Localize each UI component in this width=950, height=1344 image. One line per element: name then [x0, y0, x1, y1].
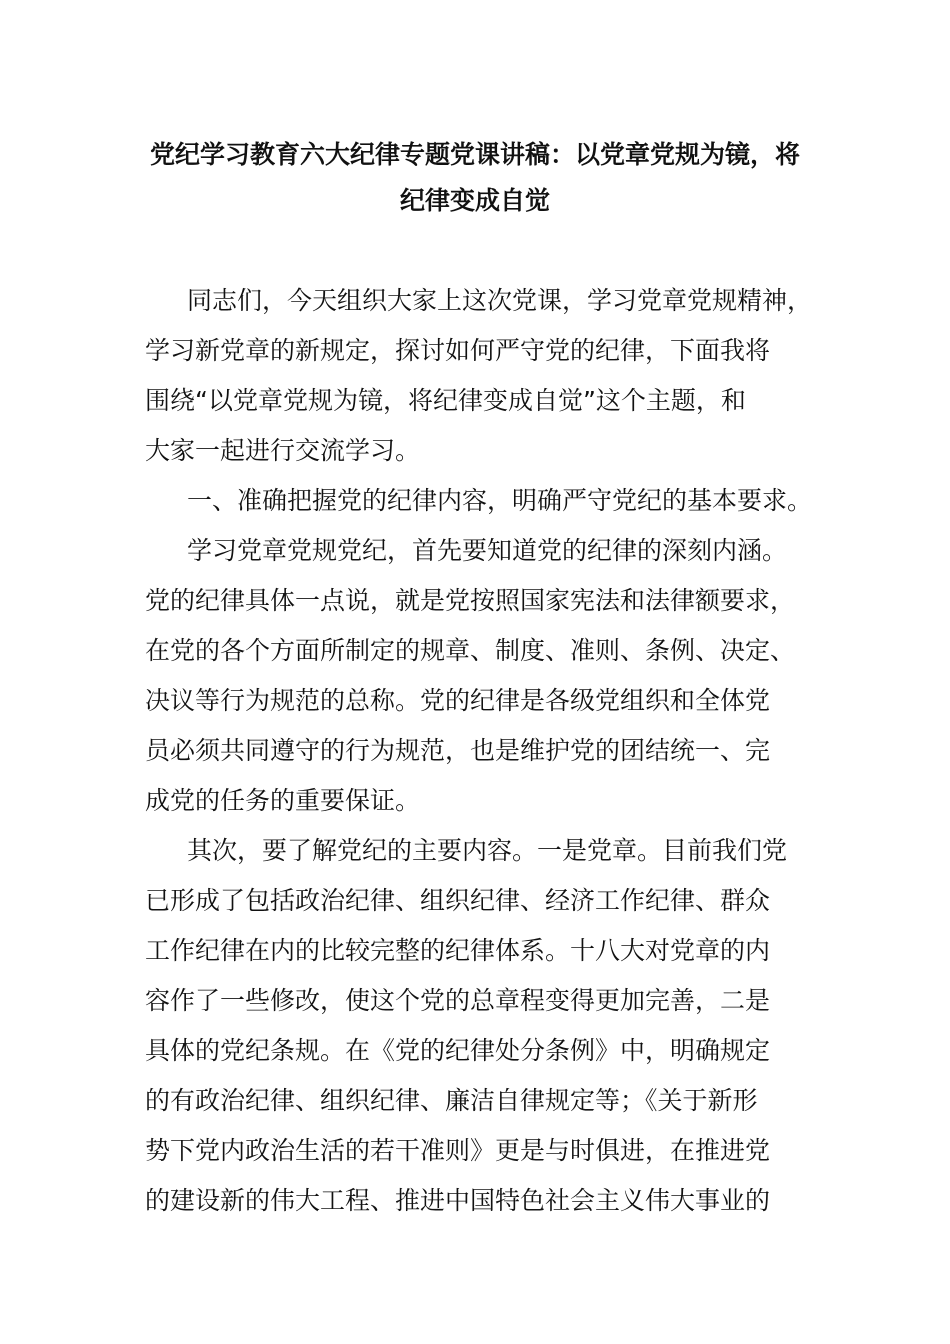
text-line: 决议等行为规范的总称。党的纪律是各级党组织和全体党: [145, 686, 771, 715]
document-body: [145, 276, 845, 1226]
text-line: 势下党内政治生活的若干准则》更是与时俱进，在推进党: [145, 1136, 771, 1165]
text-line: 大家一起进行交流学习。: [145, 436, 421, 465]
title-line-2: 纪律变成自觉: [399, 186, 550, 215]
text-line: 学习新党章的新规定，探讨如何严守党的纪律，下面我将: [145, 336, 771, 365]
text-line: 围绕“以党章党规为镜，将纪律变成自觉”这个主题，和: [145, 386, 746, 415]
text-line: 同志们，今天组织大家上这次党课，学习党章党规精神，: [187, 286, 813, 315]
text-line: 成党的任务的重要保证。: [145, 786, 421, 815]
text-line: 其次，要了解党纪的主要内容。一是党章。目前我们党: [187, 836, 788, 865]
text-line: 员必须共同遵守的行为规范，也是维护党的团结统一、完: [145, 736, 771, 765]
title-line-1: 党纪学习教育六大纪律专题党课讲稿：以党章党规为镜，将: [149, 140, 800, 169]
text-line: 一、准确把握党的纪律内容，明确严守党纪的基本要求。: [187, 486, 813, 515]
text-line: 具体的党纪条规。在《党的纪律处分条例》中，明确规定: [145, 1036, 771, 1065]
text-line: 容作了一些修改，使这个党的总章程变得更加完善，二是: [145, 986, 771, 1015]
text-line: 的建设新的伟大工程、推进中国特色社会主义伟大事业的: [145, 1186, 771, 1215]
text-line: 的有政治纪律、组织纪律、廉洁自律规定等；《关于新形: [145, 1086, 758, 1115]
text-line: 工作纪律在内的比较完整的纪律体系。十八大对党章的内: [145, 936, 771, 965]
text-line: 在党的各个方面所制定的规章、制度、准则、条例、决定、: [145, 636, 796, 665]
text-line: 已形成了包括政治纪律、组织纪律、经济工作纪律、群众: [145, 886, 771, 915]
text-line: 学习党章党规党纪，首先要知道党的纪律的深刻内涵。: [187, 536, 788, 565]
text-line: 党的纪律具体一点说，就是党按照国家宪法和法律额要求，: [145, 586, 796, 615]
document-title: [120, 132, 830, 224]
